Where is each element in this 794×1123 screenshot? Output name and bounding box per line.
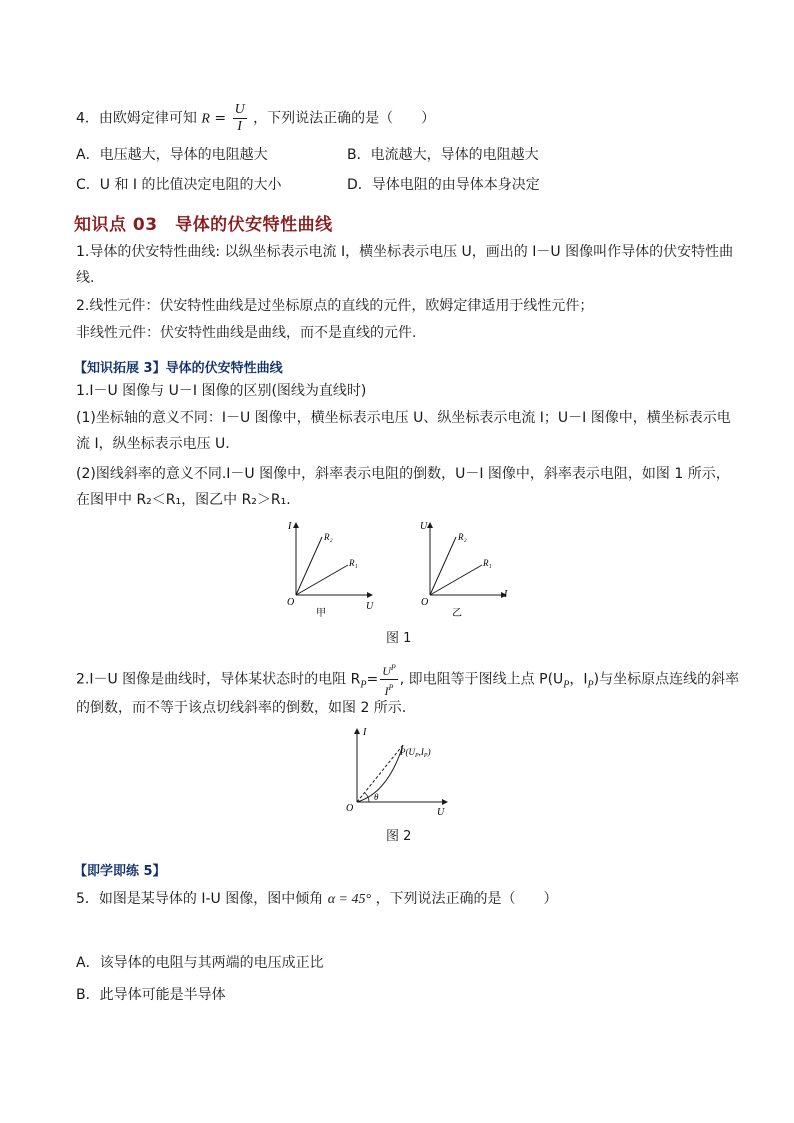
origin-label: O — [421, 597, 429, 608]
q5-stem: 5．如图是某导体的 I-U 图像，图中倾角 α = 45° ，下列说法正确的是（ ） — [76, 891, 558, 907]
figure-1-caption: 图 1 — [386, 631, 412, 646]
expansion-l1: 1.I－U 图像与 U－I 图像的区别(图线为直线时) — [76, 383, 367, 399]
q4-stem: 4．由欧姆定律可知 R = $\frac{U}{I}$ ，下列说法正确的是（ ） — [76, 102, 436, 134]
line-r1 — [430, 565, 482, 595]
y-axis-label: I — [288, 521, 292, 532]
expansion-l5: 在图甲中 R₂＜R₁，图乙中 R₂＞R₁. — [76, 492, 291, 508]
q5-option-b: B．此导体可能是半导体 — [76, 987, 226, 1003]
formula-r: R — [201, 111, 210, 127]
line-r1 — [296, 565, 348, 595]
q4-option-c: C．U 和 I 的比值决定电阻的大小 — [76, 177, 282, 193]
x-axis-label: U — [437, 807, 445, 818]
y-axis-label: U — [420, 521, 428, 532]
q4-option-b: B．电流越大，导体的电阻越大 — [347, 147, 539, 163]
line-r2 — [430, 537, 456, 595]
section3-p1-line2: 线. — [76, 270, 95, 286]
x-axis-label: U — [366, 601, 374, 612]
fraction-up-over-ip: $\frac{U^P}{I^P}$ — [380, 660, 398, 699]
r2-label: R₂ — [458, 532, 467, 542]
expansion-l7: 的倒数，而不等于该点切线斜率的倒数，如图 2 所示. — [76, 700, 407, 716]
figure-1 — [280, 515, 520, 625]
section3-p3: 非线性元件：伏安特性曲线是曲线，而不是直线的元件. — [76, 325, 417, 341]
expansion-l4: (2)图线斜率的意义不同.I－U 图像中，斜率表示电阻的倒数，U－I 图像中，斜率表示电阻，如图 1 所示， — [76, 466, 730, 482]
r1-label: R₁ — [483, 558, 492, 568]
figure-2-caption: 图 2 — [386, 829, 412, 844]
y-axis-label: I — [363, 727, 367, 738]
r1-label: R₁ — [349, 558, 358, 568]
r2-label: R₂ — [324, 532, 333, 542]
origin-label: O — [346, 803, 354, 814]
expansion-l6: 2.I－U 图像是曲线时，导体某状态时的电阻 $R_P=$ $\frac{U^P}{I^P}$ , 即电阻等于图线上点 $P(U_P$，$I_P$)与坐标原点连线的斜率 — [76, 660, 739, 699]
theta-label: θ — [374, 792, 379, 802]
q4-option-d: D．导体电阻的由导体本身决定 — [347, 177, 540, 193]
secant-line — [357, 745, 403, 802]
caption-yi: 乙 — [452, 608, 462, 619]
fraction-u-over-i: $\frac{U}{I}$ — [234, 102, 245, 134]
expansion-l3: 流 I，纵坐标表示电压 U. — [76, 436, 230, 452]
x-axis-label: I — [504, 589, 508, 600]
point-p-label: $P(U_P,I_P)$ — [400, 747, 431, 759]
graph-jia — [287, 521, 374, 619]
q5-formula: α = 45° — [327, 892, 372, 907]
origin-label: O — [287, 597, 295, 608]
graph-yi — [420, 521, 508, 619]
practice-tag: 【即学即练 5】 — [74, 864, 166, 879]
line-r2 — [296, 537, 322, 595]
expansion-l2: (1)坐标轴的意义不同：I－U 图像中，横坐标表示电压 U、纵坐标表示电流 I；U－I 图像中，横坐标表示电 — [76, 410, 731, 426]
q5-option-a: A．该导体的电阻与其两端的电压成正比 — [76, 955, 324, 971]
figure-2 — [343, 725, 453, 820]
section3-p2: 2.线性元件：伏安特性曲线是过坐标原点的直线的元件，欧姆定律适用于线性元件； — [76, 298, 594, 314]
section3-p1-line1: 1.导体的伏安特性曲线: 以纵坐标表示电流 I，横坐标表示电压 U，画出的 I－U 图像叫作导体的伏安特性曲 — [76, 244, 734, 260]
q4-option-a: A．电压越大，导体的电阻越大 — [76, 147, 268, 163]
caption-jia: 甲 — [316, 608, 326, 619]
expansion-tag: 【知识拓展 3】导体的伏安特性曲线 — [74, 361, 283, 376]
section-title: 知识点 03 导体的伏安特性曲线 — [74, 215, 333, 235]
